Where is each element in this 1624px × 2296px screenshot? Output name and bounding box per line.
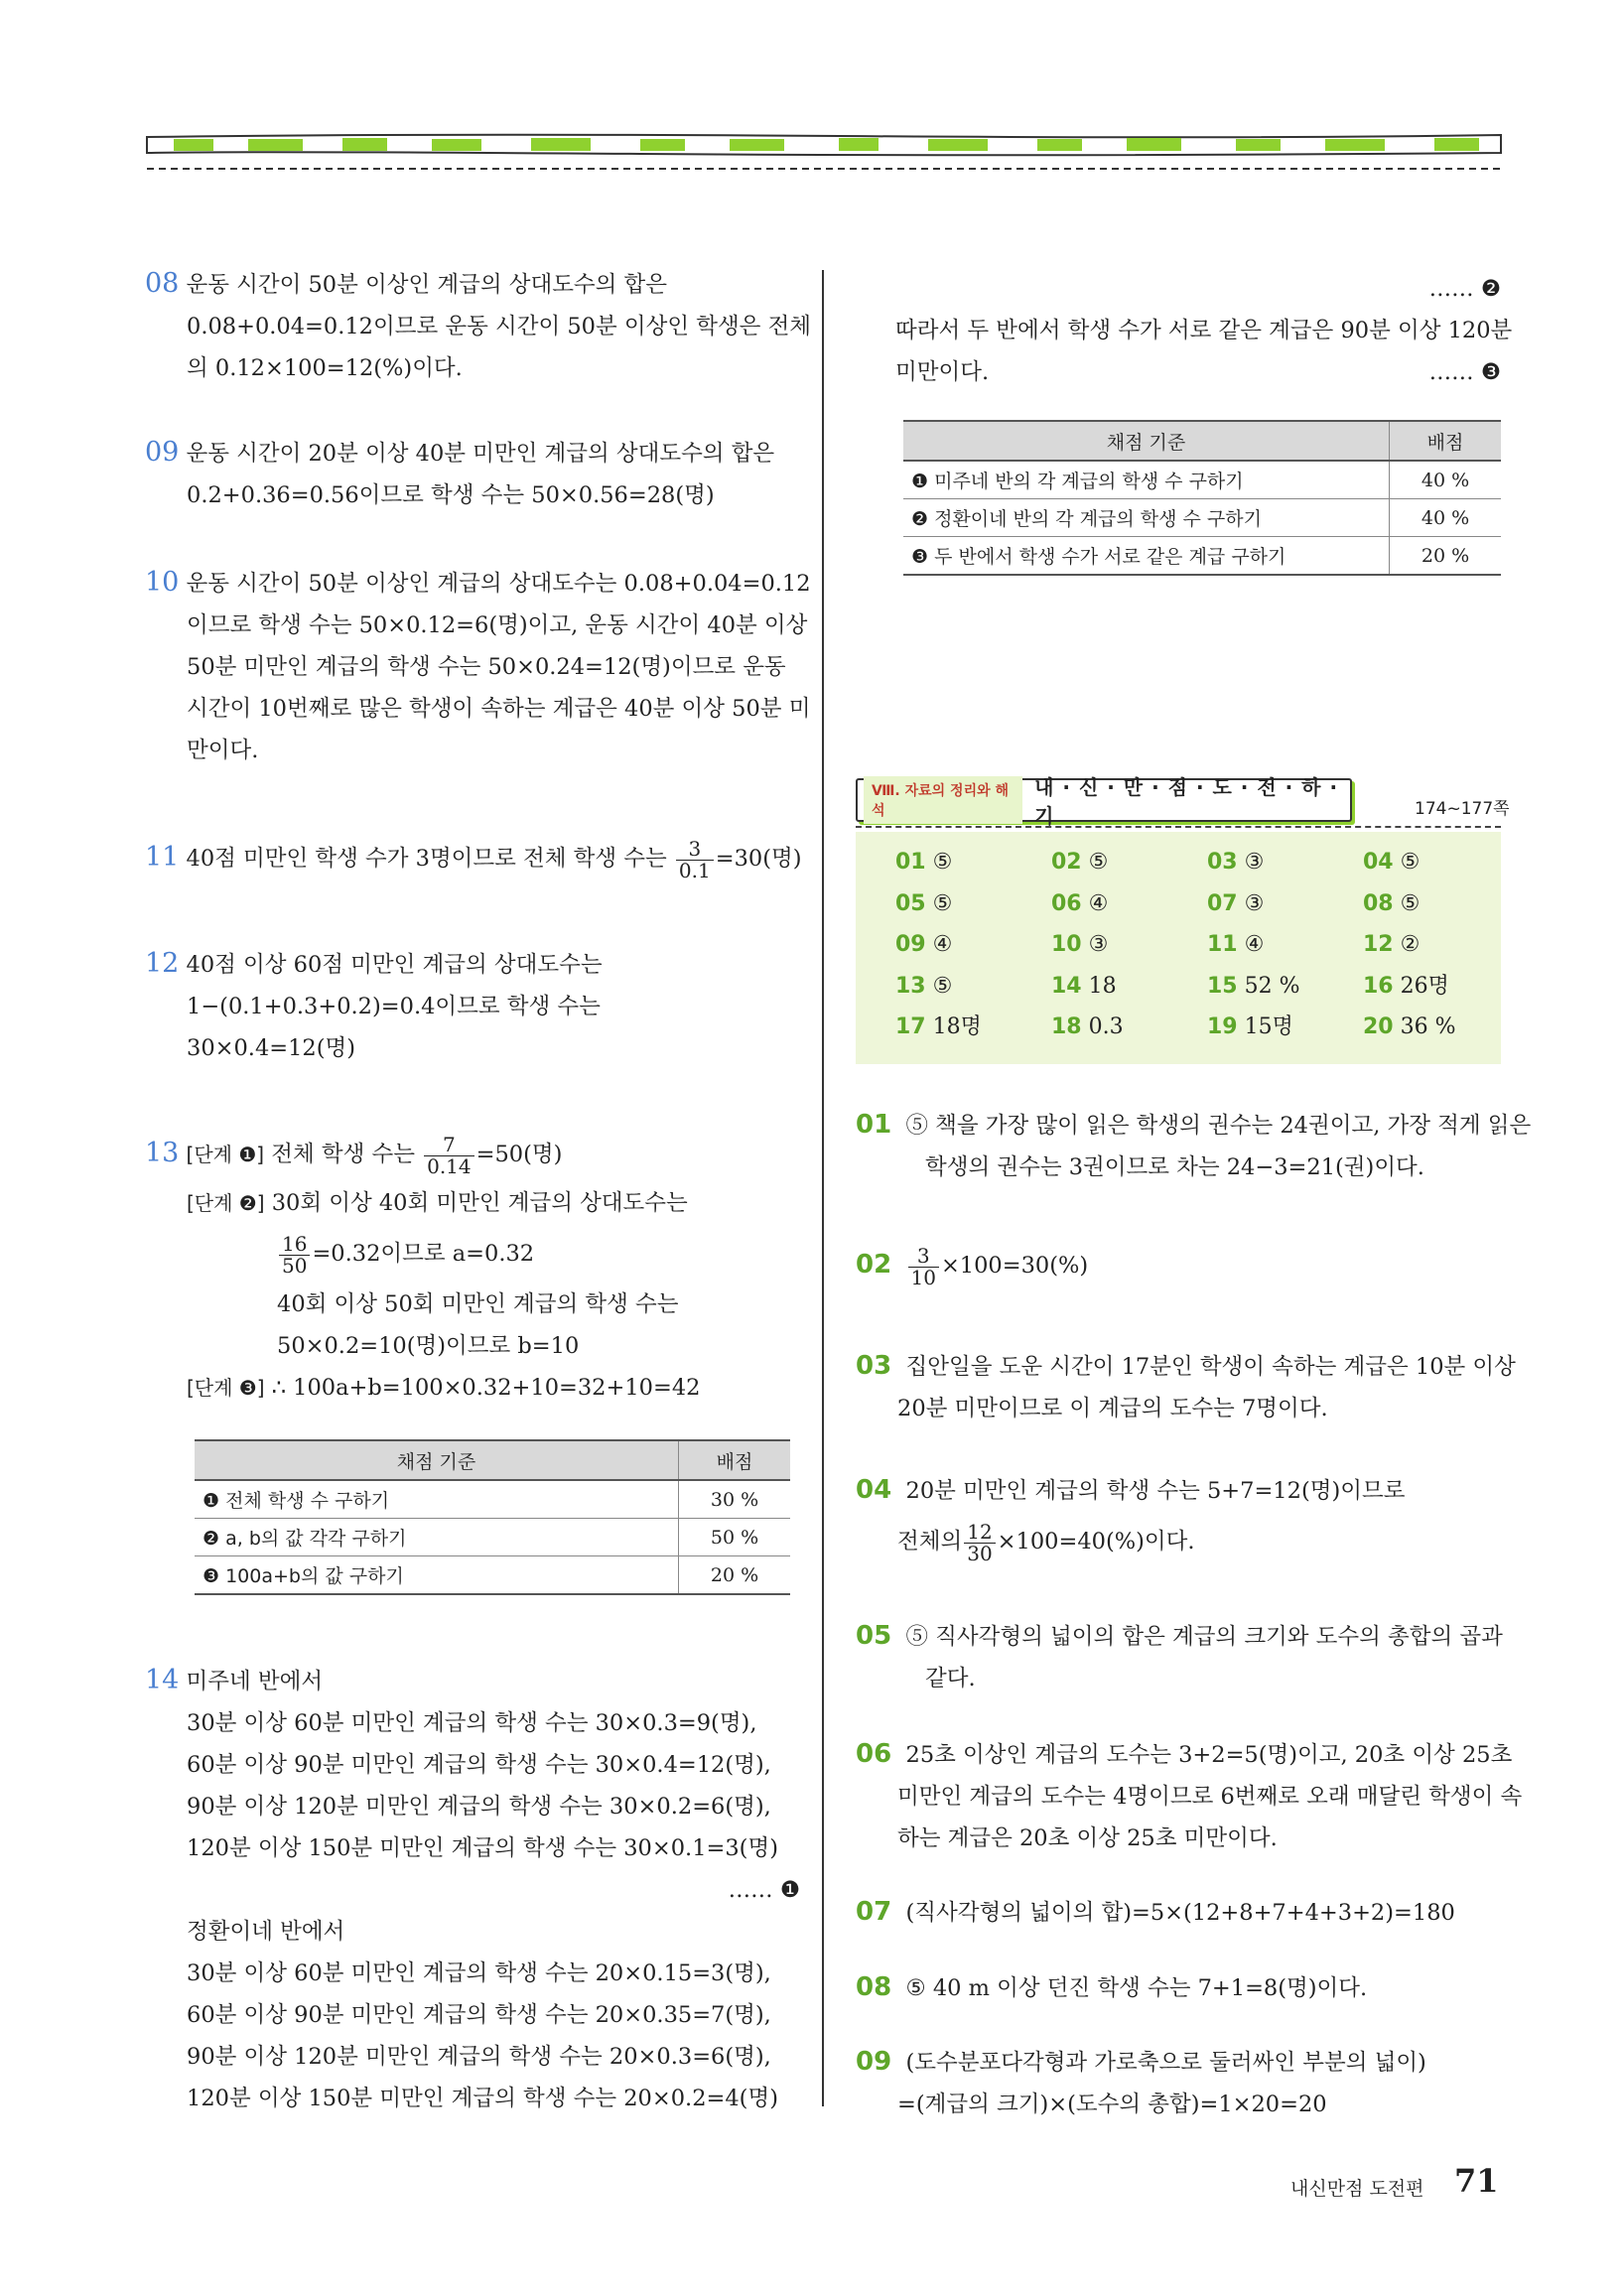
solution-r02 bbox=[856, 1237, 1511, 1293]
table-row: ❷ 정환이네 반의 각 계급의 학생 수 구하기 40 % bbox=[903, 499, 1501, 537]
answer-item bbox=[1051, 966, 1207, 1008]
text-line: 90분 이상 120분 미만인 계급의 학생 수는 20×0.3=6(명), bbox=[187, 2044, 771, 2070]
text-line: ∴ 100a+b=100×0.32+10=32+10=42 bbox=[271, 1375, 701, 1401]
answer-value: 18 bbox=[1088, 973, 1117, 999]
text-line: =30(명) bbox=[715, 846, 802, 872]
answer-value: ⑤ bbox=[1088, 850, 1109, 875]
footer-book-title: 내신만점 도전편 bbox=[1290, 2178, 1424, 2200]
answer-key: 10 bbox=[1051, 932, 1082, 957]
table-row: ❸ 두 반에서 학생 수가 서로 같은 계급 구하기 20 % bbox=[903, 537, 1501, 576]
fraction: $\frac{12}{30}$ bbox=[964, 1522, 995, 1564]
answer-item bbox=[1363, 842, 1519, 883]
solution-r03 bbox=[856, 1345, 1516, 1429]
text-line: 120분 이상 150분 미만인 계급의 학생 수는 30×0.1=3(명) bbox=[187, 1835, 778, 1861]
text-line: 20분 미만인 계급의 학생 수는 5+7=12(명)이므로 bbox=[905, 1478, 1406, 1504]
problem-number: 10 bbox=[145, 567, 180, 598]
text-line: ×100=40(%)이다. bbox=[997, 1529, 1195, 1554]
table-row: ❸ 100a+b의 값 구하기 20 % bbox=[195, 1556, 790, 1595]
problem-number: 07 bbox=[856, 1897, 892, 1927]
text-line: 120분 이상 150분 미만인 계급의 학생 수는 20×0.2=4(명) bbox=[187, 2086, 778, 2111]
problem-number: 06 bbox=[856, 1739, 892, 1769]
text-line: 미주네 반에서 bbox=[186, 1669, 324, 1694]
answer-value: 26명 bbox=[1400, 973, 1449, 999]
section-title: 내 · 신 · 만 · 점 · 도 · 전 · 하 · 기 bbox=[1034, 775, 1339, 828]
text-line: 30회 이상 40회 미만인 계급의 상대도수는 bbox=[271, 1190, 688, 1216]
table-header: 배점 bbox=[1390, 421, 1502, 461]
solution-r01 bbox=[856, 1104, 1532, 1188]
text-line: 60분 이상 90분 미만인 계급의 학생 수는 30×0.4=12(명), bbox=[187, 1752, 771, 1778]
answer-key: 14 bbox=[1051, 973, 1082, 999]
solution-r09 bbox=[856, 2041, 1511, 2125]
answer-item bbox=[1051, 924, 1207, 966]
answer-value: ③ bbox=[1244, 890, 1265, 916]
text-line: 0.2+0.36=0.56이므로 학생 수는 50×0.56=28(명) bbox=[187, 482, 715, 508]
text-line: =(계급의 크기)×(도수의 총합)=1×20=20 bbox=[897, 2092, 1327, 2117]
text-line: ⑤ 40 m 이상 던진 학생 수는 7+1=8(명)이다. bbox=[905, 1975, 1368, 2001]
problem-number: 09 bbox=[856, 2047, 892, 2077]
text-line: 같다. bbox=[925, 1666, 976, 1691]
answer-item bbox=[1207, 842, 1363, 883]
answer-key: 07 bbox=[1207, 890, 1238, 916]
text-line: (직사각형의 넓이의 합)=5×(12+8+7+4+3+2)=180 bbox=[905, 1900, 1455, 1926]
text-line: 30분 이상 60분 미만인 계급의 학생 수는 20×0.15=3(명), bbox=[187, 1960, 771, 1986]
step-marker: …… ❸ bbox=[1428, 359, 1501, 385]
answer-key: 03 bbox=[1207, 850, 1238, 875]
text-line: 만이다. bbox=[187, 738, 259, 763]
text-line: 1−(0.1+0.3+0.2)=0.4이므로 학생 수는 bbox=[187, 994, 601, 1019]
problem-number: 14 bbox=[145, 1665, 180, 1695]
problem-number: 02 bbox=[856, 1250, 892, 1280]
step-marker: …… ❶ bbox=[728, 1877, 800, 1903]
answer-key: 06 bbox=[1051, 890, 1082, 916]
problem-number: 03 bbox=[856, 1351, 892, 1381]
text-line: ×100=30(%) bbox=[940, 1253, 1089, 1279]
table-header: 채점 기준 bbox=[195, 1440, 679, 1480]
answer-item bbox=[1051, 1007, 1207, 1048]
answer-item bbox=[1363, 1007, 1519, 1048]
solution-r05 bbox=[856, 1615, 1511, 1699]
text-line: =0.32이므로 a=0.32 bbox=[312, 1241, 535, 1267]
text-line: 25초 이상인 계급의 도수는 3+2=5(명)이고, 20초 이상 25초 bbox=[905, 1742, 1513, 1768]
answer-item bbox=[895, 1007, 1051, 1048]
answer-key: 02 bbox=[1051, 850, 1082, 875]
answer-item bbox=[1363, 883, 1519, 925]
scoring-table-14 bbox=[903, 420, 1501, 576]
column-divider bbox=[822, 270, 824, 2106]
text-line: 30×0.4=12(명) bbox=[187, 1035, 356, 1061]
problem-number: 11 bbox=[145, 842, 180, 873]
page-number: 71 bbox=[1454, 2162, 1499, 2200]
problem-number: 01 bbox=[856, 1110, 892, 1140]
answer-value: ⑤ bbox=[932, 850, 953, 875]
table-row: ❶ 전체 학생 수 구하기 30 % bbox=[195, 1480, 790, 1519]
text-line: 0.08+0.04=0.12이므로 운동 시간이 50분 이상인 학생은 전체 bbox=[187, 314, 812, 339]
answer-item bbox=[1207, 924, 1363, 966]
step-label: [단계 ❸] bbox=[187, 1376, 265, 1400]
answer-item bbox=[895, 883, 1051, 925]
answer-value: 52 % bbox=[1244, 973, 1300, 999]
answer-value: 18명 bbox=[932, 1014, 982, 1039]
answer-key: 05 bbox=[895, 890, 926, 916]
problem-number: 13 bbox=[145, 1138, 180, 1168]
fraction: $\frac{3}{10}$ bbox=[908, 1246, 939, 1288]
answer-value: ⑤ bbox=[1400, 850, 1421, 875]
answer-value: 36 % bbox=[1400, 1014, 1456, 1039]
text-line: =50(명) bbox=[475, 1142, 563, 1167]
answer-value: ④ bbox=[1088, 890, 1109, 916]
section-label: Ⅷ. 자료의 정리와 해석 bbox=[864, 776, 1022, 824]
section-banner bbox=[856, 775, 1352, 828]
header-decoration bbox=[144, 127, 1504, 177]
solution-14 bbox=[145, 1660, 810, 2119]
solution-r04 bbox=[856, 1469, 1511, 1571]
solution-r07 bbox=[856, 1891, 1511, 1934]
table-row: ❶ 미주네 반의 각 계급의 학생 수 구하기 40 % bbox=[903, 461, 1501, 499]
text-line: 20분 미만이므로 이 계급의 도수는 7명이다. bbox=[897, 1396, 1328, 1421]
page-range: 174~177쪽 bbox=[1415, 799, 1510, 819]
answer-item bbox=[1051, 842, 1207, 883]
text-line: 시간이 10번째로 많은 학생이 속하는 계급은 40분 이상 50분 미 bbox=[187, 696, 811, 722]
step-label: [단계 ❷] bbox=[187, 1191, 265, 1215]
answer-key: 11 bbox=[1207, 932, 1238, 957]
problem-number: 05 bbox=[856, 1621, 892, 1651]
solution-09 bbox=[145, 432, 800, 516]
text-line: 50×0.2=10(명)이므로 b=10 bbox=[277, 1333, 580, 1359]
answer-key: 13 bbox=[895, 973, 926, 999]
answer-item bbox=[1207, 883, 1363, 925]
answer-item bbox=[895, 924, 1051, 966]
answer-value: ③ bbox=[1088, 932, 1109, 957]
fraction: $\frac{7}{0.14}$ bbox=[424, 1135, 474, 1177]
answer-item bbox=[1363, 924, 1519, 966]
answer-value: 0.3 bbox=[1088, 1014, 1124, 1039]
answer-key: 16 bbox=[1363, 973, 1394, 999]
solution-13 bbox=[145, 1126, 810, 1409]
solution-10 bbox=[145, 562, 811, 771]
answer-key: 08 bbox=[1363, 890, 1394, 916]
solution-12 bbox=[145, 943, 800, 1069]
text-line: (도수분포다각형과 가로축으로 둘러싸인 부분의 넓이) bbox=[905, 2050, 1426, 2076]
solution-14-continued bbox=[895, 268, 1513, 393]
text-line: 운동 시간이 50분 이상인 계급의 상대도수의 합은 bbox=[186, 272, 668, 298]
solution-08 bbox=[145, 263, 812, 389]
text-line: ⑤ 직사각형의 넓이의 합은 계급의 크기와 도수의 총합의 곱과 bbox=[905, 1624, 1503, 1650]
table-header: 채점 기준 bbox=[903, 421, 1390, 461]
answer-item bbox=[1363, 966, 1519, 1008]
text-line: 40점 이상 60점 미만인 계급의 상대도수는 bbox=[186, 952, 603, 978]
answer-value: ⑤ bbox=[932, 973, 953, 999]
problem-number: 12 bbox=[145, 948, 180, 979]
fraction: $\frac{3}{0.1}$ bbox=[676, 839, 714, 881]
problem-number: 08 bbox=[145, 268, 180, 299]
text-line: 전체의 bbox=[897, 1529, 963, 1554]
fraction: $\frac{16}{50}$ bbox=[279, 1234, 310, 1277]
answer-key: 09 bbox=[895, 932, 926, 957]
text-line: 집안일을 도운 시간이 17분인 학생이 속하는 계급은 10분 이상 bbox=[905, 1354, 1516, 1380]
problem-number: 09 bbox=[145, 437, 180, 468]
table-row: ❷ a, b의 값 각각 구하기 50 % bbox=[195, 1519, 790, 1556]
text-line: 의 0.12×100=12(%)이다. bbox=[187, 355, 463, 381]
answer-value: ⑤ bbox=[1400, 890, 1421, 916]
problem-number: 08 bbox=[856, 1972, 892, 2002]
answer-key: 19 bbox=[1207, 1014, 1238, 1039]
answer-value: ② bbox=[1400, 932, 1421, 957]
answer-key: 20 bbox=[1363, 1014, 1394, 1039]
answer-item bbox=[1207, 966, 1363, 1008]
answer-item bbox=[1051, 883, 1207, 925]
answer-key: 15 bbox=[1207, 973, 1238, 999]
text-line: 운동 시간이 50분 이상인 계급의 상대도수는 0.08+0.04=0.12 bbox=[186, 571, 811, 597]
table-header: 배점 bbox=[679, 1440, 791, 1480]
solution-r08 bbox=[856, 1966, 1511, 2009]
answer-grid bbox=[856, 832, 1501, 1048]
answer-value: ③ bbox=[1244, 850, 1265, 875]
text-line: 미만이다. bbox=[895, 359, 990, 385]
text-line: 하는 계급은 20초 이상 25초 미만이다. bbox=[897, 1825, 1278, 1851]
answer-key: 12 bbox=[1363, 932, 1394, 957]
step-marker: …… ❷ bbox=[1428, 276, 1501, 302]
answer-item bbox=[1207, 1007, 1363, 1048]
problem-number: 04 bbox=[856, 1475, 892, 1505]
text-line: 전체 학생 수는 bbox=[271, 1142, 415, 1167]
solution-r06 bbox=[856, 1733, 1523, 1859]
banner-dashed-line bbox=[856, 826, 1501, 828]
text-line: ⑤ 책을 가장 많이 읽은 학생의 권수는 24권이고, 가장 적게 읽은 bbox=[905, 1113, 1532, 1139]
answer-key: 01 bbox=[895, 850, 926, 875]
answer-value: ⑤ bbox=[932, 890, 953, 916]
text-line: 학생의 권수는 3권이므로 차는 24−3=21(권)이다. bbox=[925, 1154, 1424, 1180]
answer-key: 18 bbox=[1051, 1014, 1082, 1039]
answer-item bbox=[895, 966, 1051, 1008]
text-line: 미만인 계급의 도수는 4명이므로 6번째로 오래 매달린 학생이 속 bbox=[897, 1784, 1523, 1810]
answer-box bbox=[856, 832, 1501, 1064]
text-line: 이므로 학생 수는 50×0.12=6(명)이고, 운동 시간이 40분 이상 bbox=[187, 612, 808, 638]
text-line: 50분 미만인 계급의 학생 수는 50×0.24=12(명)이므로 운동 bbox=[187, 654, 786, 680]
step-label: [단계 ❶] bbox=[186, 1143, 265, 1166]
answer-value: ④ bbox=[932, 932, 953, 957]
text-line: 60분 이상 90분 미만인 계급의 학생 수는 20×0.35=7(명), bbox=[187, 2002, 771, 2028]
text-line: 40회 이상 50회 미만인 계급의 학생 수는 bbox=[277, 1291, 679, 1317]
solution-11 bbox=[145, 830, 800, 886]
scoring-table-13 bbox=[195, 1439, 790, 1595]
answer-key: 04 bbox=[1363, 850, 1394, 875]
text-line: 운동 시간이 20분 이상 40분 미만인 계급의 상대도수의 합은 bbox=[186, 441, 775, 467]
answer-value: 15명 bbox=[1244, 1014, 1293, 1039]
text-line: 90분 이상 120분 미만인 계급의 학생 수는 30×0.2=6(명), bbox=[187, 1794, 771, 1820]
text-line: 따라서 두 반에서 학생 수가 서로 같은 계급은 90분 이상 120분 bbox=[895, 318, 1513, 343]
answer-value: ④ bbox=[1244, 932, 1265, 957]
answer-key: 17 bbox=[895, 1014, 926, 1039]
answer-item bbox=[895, 842, 1051, 883]
text-line: 30분 이상 60분 미만인 계급의 학생 수는 30×0.3=9(명), bbox=[187, 1710, 757, 1736]
text-line: 정환이네 반에서 bbox=[187, 1919, 345, 1945]
text-line: 40점 미만인 학생 수가 3명이므로 전체 학생 수는 bbox=[186, 846, 667, 872]
